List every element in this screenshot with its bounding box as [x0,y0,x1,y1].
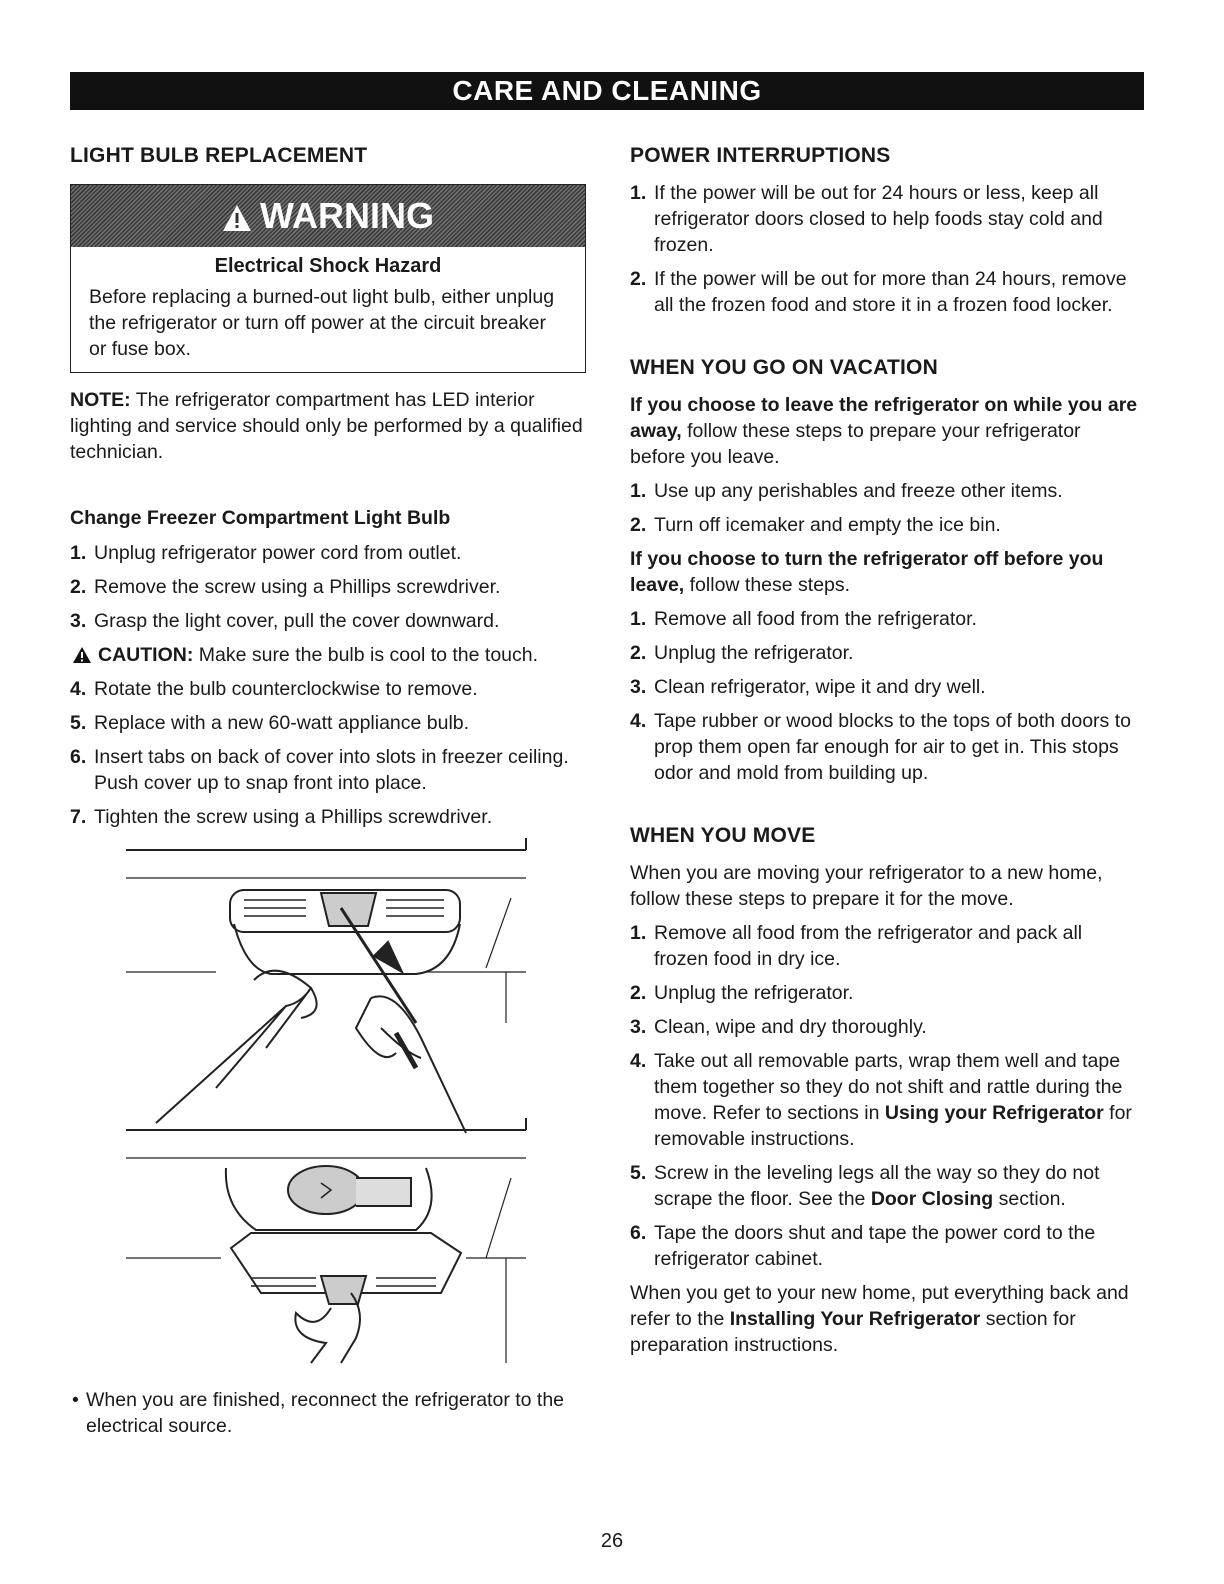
list-item [630,674,1140,700]
move-section [630,824,1140,1358]
step-text: Tape rubber or wood blocks to the tops of both doors to prop them open far enough for air to get in. This stops odor and mold from building up. [654,710,1131,784]
vacation-intro-off [630,546,1140,598]
list-item [70,804,590,830]
step-text: Screw in the leveling legs all the way so they do not scrape the floor. See the [654,1162,1100,1210]
step-number: 2. [630,514,647,536]
step-text: Unplug the refrigerator. [654,642,854,664]
list-item [630,708,1140,786]
step-text: Clean refrigerator, wipe it and dry well. [654,676,986,698]
step-text: Remove all food from the refrigerator and pack all frozen food in dry ice. [654,922,1083,970]
step-text: for removable instructions. [654,1102,1132,1150]
right-column [630,144,1140,1358]
step-text: Remove all food from the refrigerator. [654,608,977,630]
step-text-bold: Door Closing [870,1188,994,1210]
step-text: Grasp the light cover, pull the cover downward. [94,610,500,632]
note-label: NOTE: [70,389,131,411]
step-text: Remove the screw using a Phillips screwdriver. [94,576,501,598]
caution-triangle-icon [72,646,92,664]
note-paragraph [70,387,590,465]
step-number: 1. [70,542,87,564]
step-text: Clean, wipe and dry thoroughly. [654,1016,927,1038]
step-text: Tape the doors shut and tape the power cord to the refrigerator cabinet. [654,1222,1096,1270]
move-outro-text: When you get to your new home, put everything back and refer to the [630,1282,1129,1330]
step-text: Insert tabs on back of cover into slots in freezer ceiling. Push cover up to snap front into place. [94,746,569,794]
list-item [630,1014,1140,1040]
warning-title: WARNING [260,195,434,236]
step-text: section. [993,1188,1066,1210]
move-heading: WHEN YOU MOVE [630,824,816,847]
move-outro-bold: Installing Your Refrigerator [729,1308,981,1330]
list-item [630,606,1140,632]
freezer-steps-a [70,540,590,634]
step-number: 3. [630,1016,647,1038]
freezer-steps-b [70,676,590,830]
list-item [70,676,590,702]
step-text: Replace with a new 60-watt appliance bulb. [94,712,470,734]
page-number: 26 [600,1530,624,1552]
freezer-bulb-subheading: Change Freezer Compartment Light Bulb [70,507,451,529]
vacation-intro-on [630,392,1140,470]
step-number: 2. [70,576,87,598]
step-number: 2. [630,642,647,664]
step-number: 5. [70,712,87,734]
left-column [70,144,590,1439]
step-number: 3. [70,610,87,632]
step-text: Unplug the refrigerator. [654,982,854,1004]
step-text-bold: Using your Refrigerator [884,1102,1104,1124]
warning-triangle-icon [222,204,252,232]
step-number: 6. [70,746,87,768]
power-heading: POWER INTERRUPTIONS [630,144,891,167]
move-outro-text: section for preparation instructions. [630,1308,1076,1356]
warning-box [70,184,586,373]
list-item [630,1160,1140,1212]
final-bullet: • When you are finished, reconnect the refrigerator to the electrical source. [70,1387,590,1439]
move-intro: When you are moving your refrigerator to a new home, follow these steps to prepare it for the move. [630,862,1103,910]
list-item [630,180,1140,258]
note-text: The refrigerator compartment has LED interior lighting and service should only be performed by a qualified technician. [70,389,583,463]
section-banner: CARE AND CLEANING [70,72,1144,110]
step-text: If the power will be out for 24 hours or less, keep all refrigerator doors closed to help foods stay cold and frozen. [654,182,1103,256]
list-item [630,1220,1140,1272]
list-item [630,640,1140,666]
vacation-heading: WHEN YOU GO ON VACATION [630,356,938,379]
step-number: 1. [630,922,647,944]
caution-text: Make sure the bulb is cool to the touch. [193,644,539,666]
step-number: 1. [630,608,647,630]
vacation-intro-on-bold: If you choose to leave the refrigerator on while you are away, [630,394,1138,442]
caution-label: CAUTION: [98,644,194,666]
light-bulb-heading: LIGHT BULB REPLACEMENT [70,144,368,167]
step-number: 4. [630,710,647,732]
warning-body: Before replacing a burned-out light bulb, either unplug the refrigerator or turn off power at the circuit breaker or fuse box. [89,286,555,360]
step-text: If the power will be out for more than 24 hours, remove all the frozen food and store it in a frozen food locker. [654,268,1127,316]
list-item [70,710,590,736]
list-item [630,478,1140,504]
warning-header [71,185,585,247]
step-number: 1. [630,480,647,502]
move-steps [630,920,1140,1272]
step-number: 2. [630,982,647,1004]
move-outro [630,1280,1140,1358]
list-item [630,920,1140,972]
vacation-intro-off-bold: If you choose to turn the refrigerator off before you leave, [630,548,1104,596]
list-item [70,744,590,796]
step-number: 3. [630,676,647,698]
power-steps [630,180,1140,318]
vacation-off-steps [630,606,1140,786]
step-text: Take out all removable parts, wrap them well and tape them together so they do not shift and rattle during the move. Refer to sections in [654,1050,1123,1124]
step-text: Turn off icemaker and empty the ice bin. [654,514,1001,536]
step-number: 2. [630,268,647,290]
step-text: Unplug refrigerator power cord from outlet. [94,542,462,564]
step-number: 5. [630,1162,647,1184]
step-number: 4. [630,1050,647,1072]
vacation-intro-off-text: follow these steps. [684,574,851,596]
vacation-on-steps [630,478,1140,538]
list-item [70,608,590,634]
step-text: Use up any perishables and freeze other items. [654,480,1063,502]
step-number: 6. [630,1222,647,1244]
list-item [70,574,590,600]
step-text: Tighten the screw using a Phillips screwdriver. [94,806,493,828]
warning-subtitle: Electrical Shock Hazard [214,255,442,277]
list-item [630,1048,1140,1152]
list-item [70,540,590,566]
step-number: 7. [70,806,87,828]
step-number: 4. [70,678,87,700]
vacation-intro-on-text: follow these steps to prepare your refrigerator before you leave. [630,420,1081,468]
list-item [630,512,1140,538]
list-item [630,266,1140,318]
caution-note [70,642,590,668]
vacation-section [630,356,1140,786]
bulb-replacement-illustration [126,838,590,1383]
list-item [630,980,1140,1006]
step-text: Rotate the bulb counterclockwise to remove. [94,678,478,700]
step-number: 1. [630,182,647,204]
